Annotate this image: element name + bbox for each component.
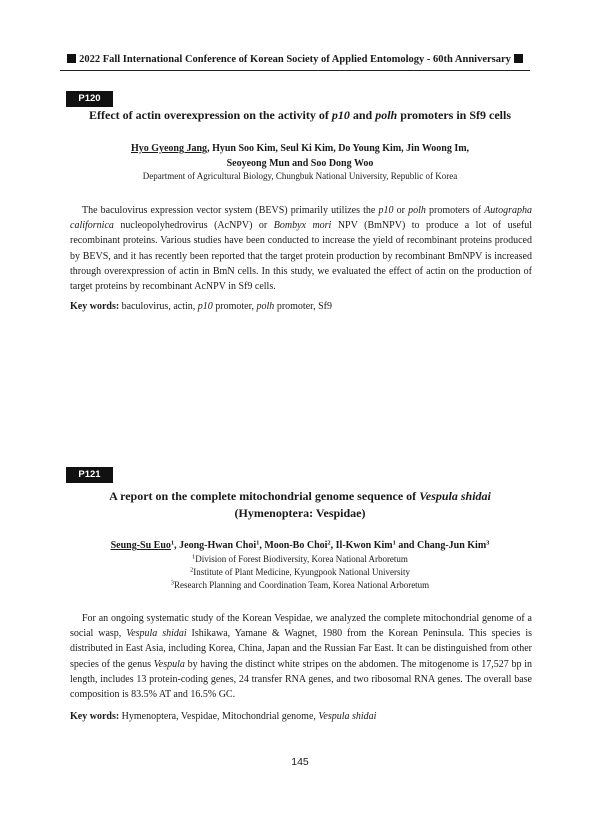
running-header [60, 54, 530, 66]
keywords: Key words: baculovirus, actin, p10 promoter, polh promoter, Sf9 [70, 301, 332, 312]
abstract-body: The baculovirus expression vector system (BEVS) primarily utilizes the p10 or polh promoters of Autographa californica nucleopolyhedrovirus (AcNPV) or Bombyx mori NPV (BmNPV) to produce a lot of useful recombinant proteins. Various studies have been conducted to increase the yield of recombinant proteins produced by BEVS, and it has recently been reported that the target protein production by recombinant BmNPV is increased through overexpression of actin in BmN cells. In this study, we evaluated the effect of actin on the production of target proteins by recombinant AcNPV in Sf9 cells. [70, 205, 533, 293]
presenting-author: Hyo Gyeong Jang [130, 143, 208, 154]
page-number: 145 [291, 756, 309, 768]
abstract-title: Effect of actin overexpression on the activity of p10 and polh promoters in Sf9 cells [89, 108, 511, 122]
affiliation-list [60, 553, 540, 592]
poster-id-badge: P121 [66, 467, 113, 483]
presenting-author: Seung-Su Euo [110, 540, 171, 551]
abstract-body: For an ongoing systematic study of the Korean Vespidae, we analyzed the complete mitochondrial genome of a social wasp, Vespula shidai Ishikawa, Yamane & Wagnet, 1980 from the Korean Peninsula. This species is distributed in East Asia, including Korea, China, Japan and the Russian Far East. It can be distinguished from other species of the genus Vespula by having the distinct white stripes on the abdomen. The mitogenome is 17,527 bp in length, includes 13 protein-coding genes, 24 transfer RNA genes, and two ribosomal RNA genes. The overall base composition is 83.5% AT and 16.5% GC. [70, 613, 532, 701]
abstract-title: A report on the complete mitochondrial genome sequence of Vespula shidai (Hymenoptera: Vespidae) [109, 489, 491, 520]
square-bullet-icon [67, 54, 76, 63]
affiliation: $^2$Institute of Plant Medicine, Kyungpook National University [190, 566, 410, 577]
author-list: Hyo Gyeong Jang, Hyun Soo Kim, Seul Ki Kim, Do Young Kim, Jin Woong Im, Seoyeong Mun and Soo Dong Woo [130, 143, 470, 169]
square-bullet-icon [514, 54, 523, 63]
affiliation: $^3$Research Planning and Coordination Team, Korea National Arboretum [170, 579, 430, 590]
affiliation: $^1$Division of Forest Biodiversity, Korea National Arboretum [192, 553, 408, 564]
poster-id-badge: P120 [66, 91, 113, 107]
affiliation: Department of Agricultural Biology, Chungbuk National University, Republic of Korea [142, 171, 458, 181]
conference-title: 2022 Fall International Conference of Korean Society of Applied Entomology - 60th Anniversary [79, 54, 511, 65]
keywords: Key words: Hymenoptera, Vespidae, Mitochondrial genome, Vespula shidai [70, 711, 377, 722]
header-rule [60, 70, 530, 71]
author-list: Seung-Su Euo$^1$, Jeong-Hwan Choi$^1$, Moon-Bo Choi$^2$, Il-Kwon Kim$^1$ and Chang-Jun Kim$^3$ [110, 539, 490, 551]
